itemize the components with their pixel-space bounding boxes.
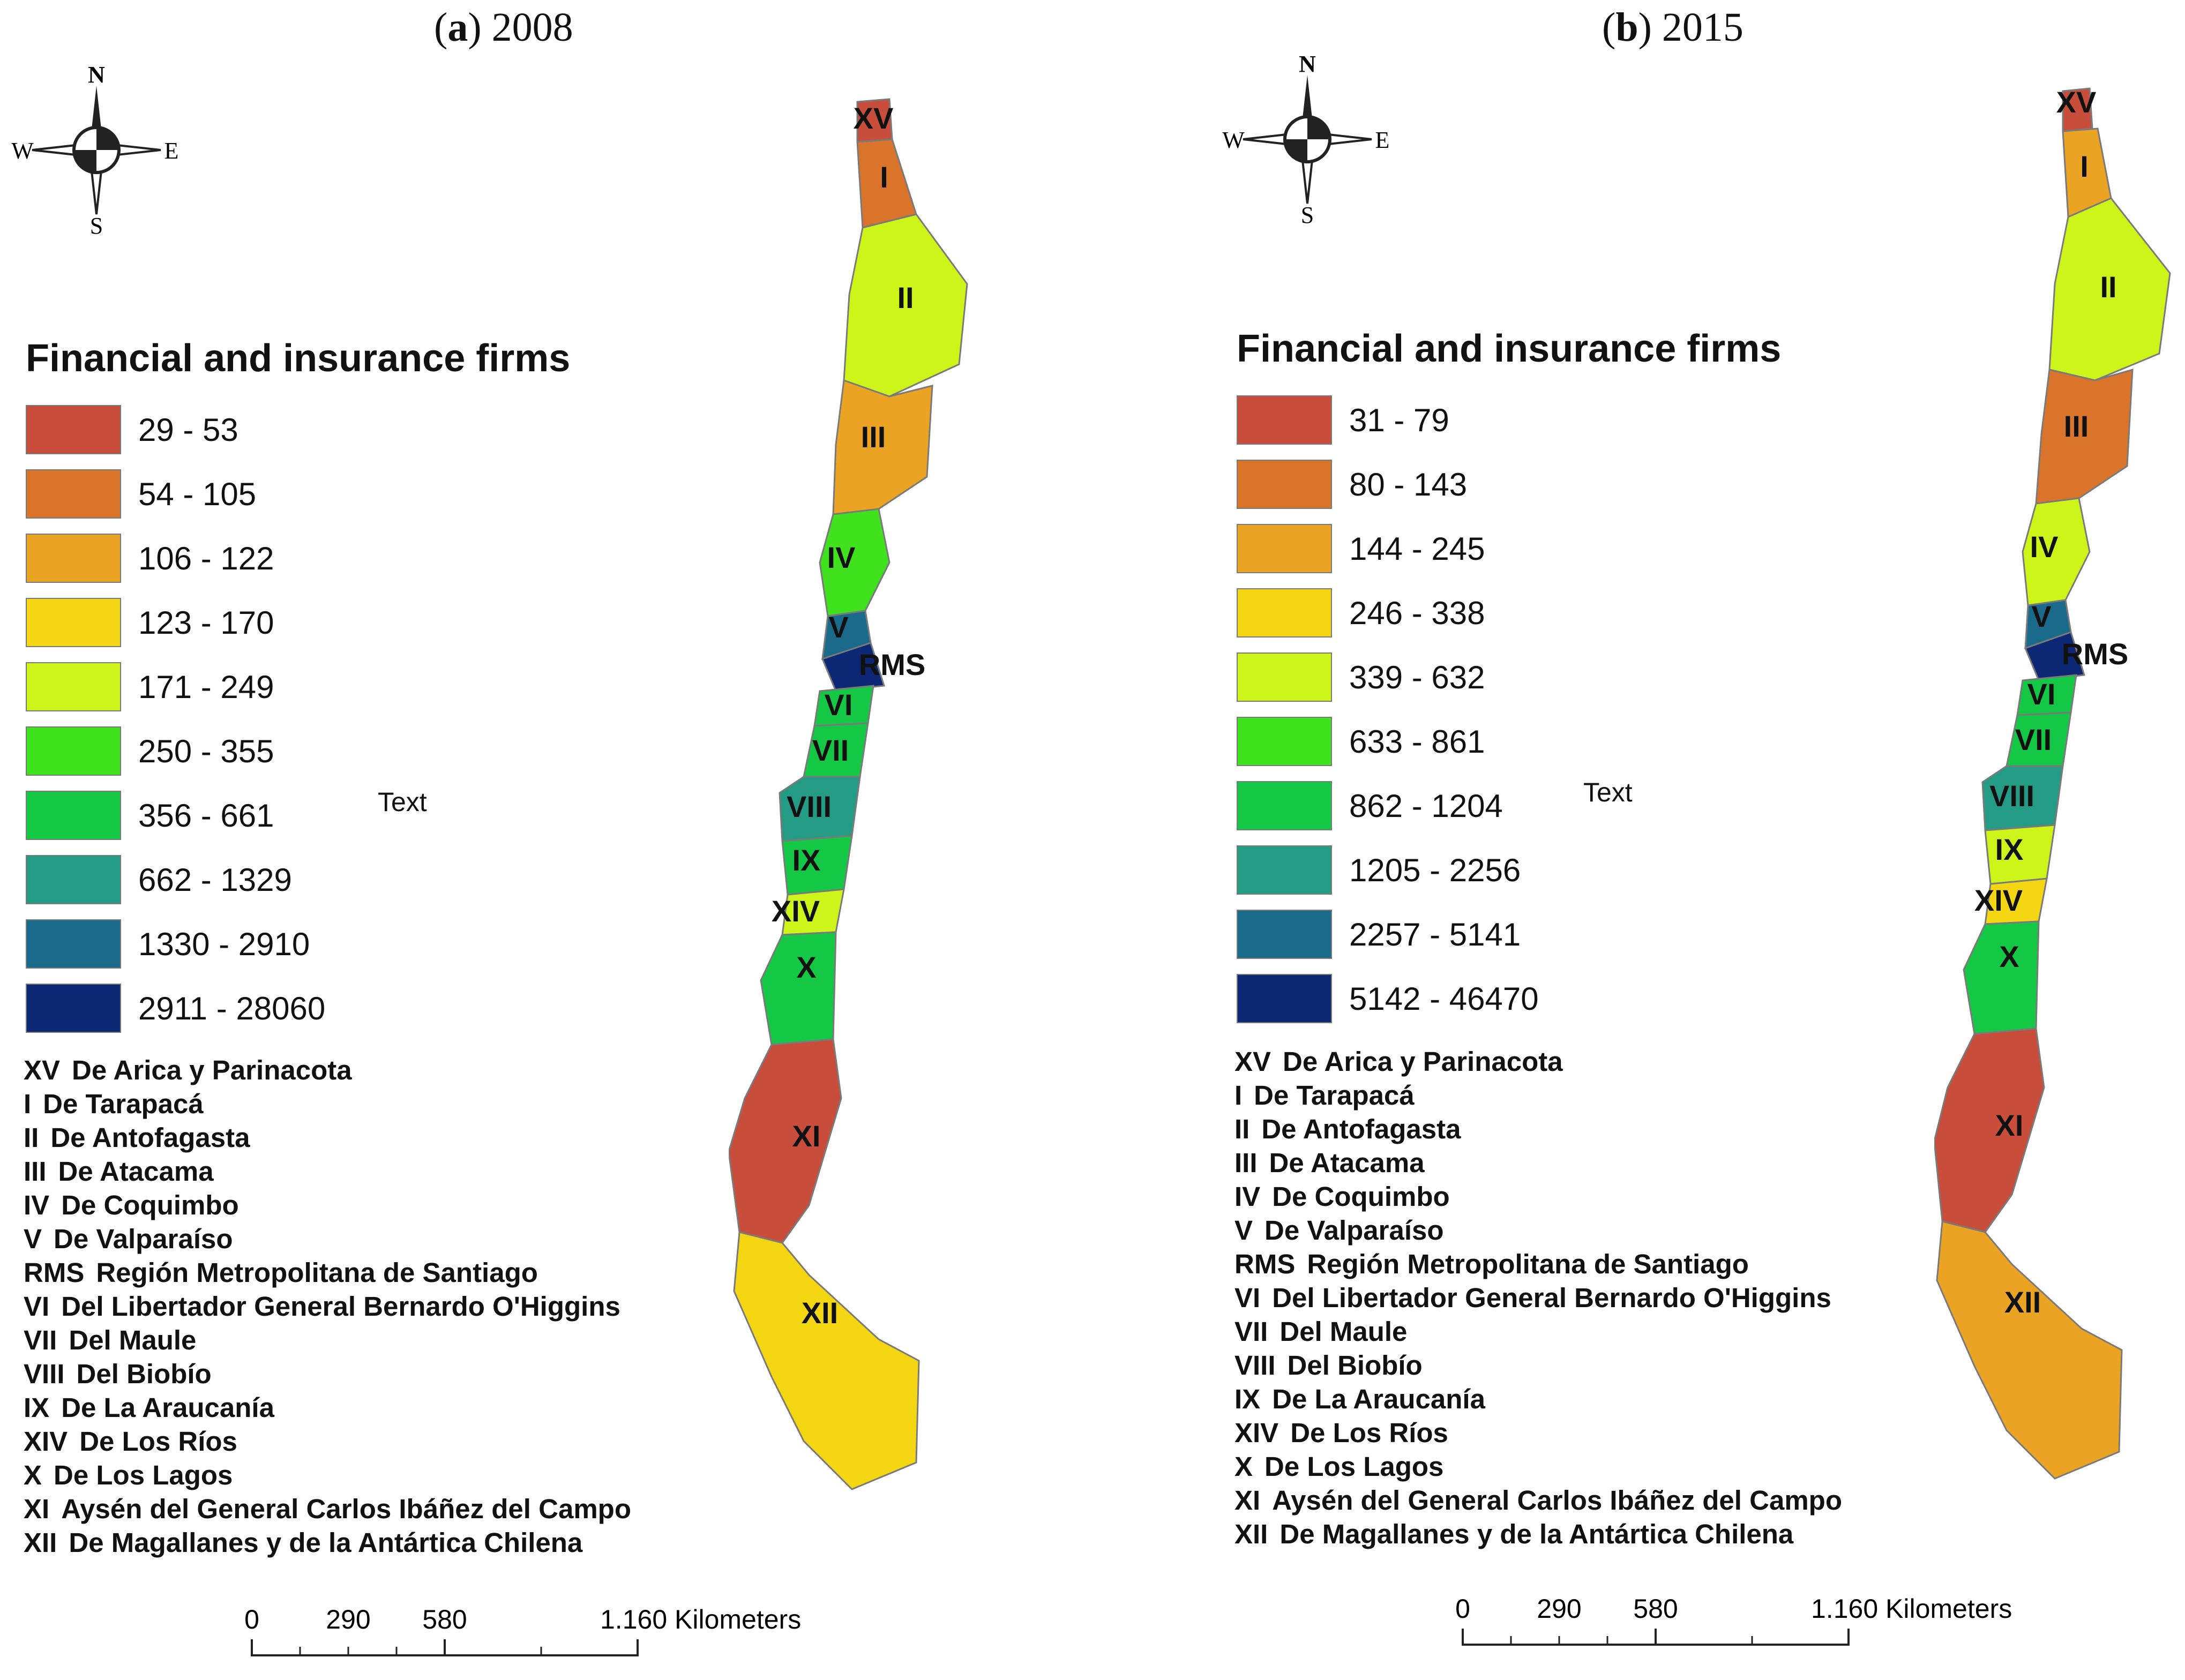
region-code: VIII bbox=[24, 1359, 65, 1389]
region-name: Región Metropolitana de Santiago bbox=[96, 1257, 538, 1288]
legend-item bbox=[1237, 645, 1539, 709]
region-code: III bbox=[1234, 1148, 1258, 1178]
region-code: III bbox=[24, 1156, 47, 1187]
region-code: VIII bbox=[1234, 1350, 1276, 1381]
legend-title: Financial and insurance firms bbox=[26, 337, 571, 380]
scale-tick-580: 580 bbox=[422, 1604, 467, 1634]
legend-range: 144 - 245 bbox=[1349, 530, 1485, 567]
compass-rose-icon bbox=[11, 64, 182, 236]
region-key-row bbox=[24, 1087, 631, 1121]
legend-item bbox=[1237, 774, 1539, 838]
legend-item bbox=[1237, 388, 1539, 452]
scale-tick-290: 290 bbox=[326, 1604, 371, 1634]
legend-item bbox=[26, 719, 325, 783]
compass-n: N bbox=[88, 64, 105, 88]
map-label-v: V bbox=[2031, 599, 2052, 633]
map-label-vii: VII bbox=[2015, 723, 2052, 756]
panel-letter: a bbox=[447, 5, 468, 50]
scale-bar bbox=[236, 1602, 857, 1666]
legend-range: 29 - 53 bbox=[138, 411, 238, 448]
region-name: De Los Ríos bbox=[79, 1426, 237, 1457]
region-name: De Tarapacá bbox=[1254, 1080, 1415, 1111]
region-code: X bbox=[24, 1460, 42, 1490]
region-key bbox=[24, 1053, 631, 1559]
map-label-iii: III bbox=[2063, 409, 2089, 443]
map-label-xi: XI bbox=[1995, 1108, 2024, 1142]
region-name: Del Biobío bbox=[1287, 1350, 1423, 1381]
legend-item bbox=[26, 848, 325, 912]
legend-item bbox=[26, 526, 325, 590]
map-label-xv: XV bbox=[853, 101, 894, 135]
region-key-row bbox=[24, 1053, 631, 1087]
legend-range: 171 - 249 bbox=[138, 669, 274, 705]
region-key-row bbox=[1234, 1348, 1842, 1382]
panel-title: (a) 2008 bbox=[434, 5, 573, 50]
region-key-row bbox=[24, 1289, 631, 1323]
region-name: De Valparaíso bbox=[1264, 1215, 1444, 1246]
legend-swatch bbox=[26, 469, 121, 519]
region-code: X bbox=[1234, 1451, 1253, 1482]
legend-swatch bbox=[26, 598, 121, 647]
legend-item bbox=[1237, 581, 1539, 645]
compass-s: S bbox=[89, 213, 103, 236]
scale-tick-1160: 1.160 Kilometers bbox=[1811, 1594, 2012, 1624]
legend-swatch bbox=[1237, 717, 1332, 766]
map-label-vii: VII bbox=[812, 733, 849, 767]
region-name: Aysén del General Carlos Ibáñez del Campo bbox=[61, 1494, 631, 1524]
scale-tick-1160: 1.160 Kilometers bbox=[600, 1604, 802, 1634]
region-code: II bbox=[24, 1122, 39, 1153]
legend-item bbox=[1237, 966, 1539, 1031]
legend-swatch bbox=[26, 726, 121, 776]
scale-tick-0: 0 bbox=[244, 1604, 259, 1634]
legend-swatch bbox=[1237, 910, 1332, 959]
region-key-row bbox=[1234, 1281, 1842, 1315]
legend-range: 2911 - 28060 bbox=[138, 990, 326, 1026]
region-shape-xii bbox=[1937, 1221, 2122, 1479]
region-key-row bbox=[1234, 1146, 1842, 1180]
region-name: Del Libertador General Bernardo O'Higgins bbox=[61, 1291, 620, 1322]
region-key-row bbox=[24, 1222, 631, 1256]
scale-tick-290: 290 bbox=[1537, 1594, 1582, 1624]
region-name: De Arica y Parinacota bbox=[1283, 1046, 1563, 1077]
region-name: De La Araucanía bbox=[1272, 1384, 1485, 1414]
legend-item bbox=[26, 462, 325, 526]
legend-item bbox=[1237, 452, 1539, 516]
region-name: De Valparaíso bbox=[54, 1224, 233, 1254]
legend bbox=[26, 398, 325, 1040]
map-label-viii: VIII bbox=[1989, 779, 2035, 813]
region-name: De Magallanes y de la Antártica Chilena bbox=[69, 1527, 583, 1558]
region-code: RMS bbox=[24, 1257, 85, 1288]
region-key-row bbox=[24, 1188, 631, 1222]
map-panel-2015 bbox=[1211, 0, 2185, 1680]
placeholder-text: Text bbox=[1583, 777, 1633, 807]
region-code: I bbox=[24, 1089, 32, 1119]
scale-bar bbox=[1447, 1591, 2068, 1655]
panel-year: 2015 bbox=[1651, 5, 1743, 50]
map-label-ix: IX bbox=[1995, 832, 2024, 866]
region-name: De Atacama bbox=[58, 1156, 214, 1187]
legend-swatch bbox=[26, 855, 121, 904]
legend-range: 5142 - 46470 bbox=[1349, 980, 1539, 1017]
region-key-row bbox=[24, 1121, 631, 1154]
region-name: De Coquimbo bbox=[61, 1190, 239, 1220]
scale-tick-0: 0 bbox=[1455, 1594, 1470, 1624]
legend-range: 106 - 122 bbox=[138, 540, 274, 576]
compass-w: W bbox=[1222, 127, 1245, 153]
legend-range: 356 - 661 bbox=[138, 797, 274, 834]
region-shape-x bbox=[1964, 921, 2039, 1034]
region-key-row bbox=[1234, 1180, 1842, 1213]
region-key-row bbox=[1234, 1450, 1842, 1483]
region-key-row bbox=[1234, 1416, 1842, 1450]
region-code: IX bbox=[1234, 1384, 1261, 1414]
region-key-row bbox=[24, 1357, 631, 1391]
compass-rose-icon bbox=[1222, 54, 1393, 225]
map-label-x: X bbox=[1999, 940, 2019, 973]
region-code: XV bbox=[1234, 1046, 1271, 1077]
region-key-row bbox=[1234, 1112, 1842, 1146]
legend-title: Financial and insurance firms bbox=[1237, 327, 1782, 370]
region-code: VII bbox=[1234, 1316, 1268, 1347]
legend-range: 123 - 170 bbox=[138, 604, 274, 641]
region-code: IV bbox=[1234, 1181, 1261, 1212]
legend-swatch bbox=[1237, 974, 1332, 1023]
map-panel-2008 bbox=[0, 0, 1092, 1680]
legend-range: 862 - 1204 bbox=[1349, 788, 1503, 824]
region-name: Aysén del General Carlos Ibáñez del Campo bbox=[1272, 1485, 1842, 1516]
map-label-iv: IV bbox=[827, 541, 856, 574]
legend-item bbox=[1237, 838, 1539, 902]
region-key-row bbox=[24, 1458, 631, 1492]
map-label-ii: II bbox=[897, 281, 914, 314]
map-label-rms: RMS bbox=[2061, 637, 2129, 671]
scale-tick-580: 580 bbox=[1633, 1594, 1678, 1624]
legend-swatch bbox=[26, 791, 121, 840]
region-code: XII bbox=[24, 1527, 57, 1558]
map-label-i: I bbox=[2080, 149, 2089, 183]
region-code: II bbox=[1234, 1114, 1250, 1144]
region-key-row bbox=[24, 1424, 631, 1458]
region-key-row bbox=[1234, 1078, 1842, 1112]
map-label-vi: VI bbox=[2027, 677, 2056, 711]
region-code: XII bbox=[1234, 1519, 1268, 1549]
region-code: V bbox=[24, 1224, 42, 1254]
region-name: Del Maule bbox=[69, 1325, 197, 1355]
legend-swatch bbox=[26, 405, 121, 454]
map-label-ii: II bbox=[2100, 270, 2117, 304]
compass-n: N bbox=[1299, 54, 1316, 77]
legend-range: 1205 - 2256 bbox=[1349, 852, 1521, 888]
region-key bbox=[1234, 1045, 1842, 1551]
panel-title: (b) 2015 bbox=[1602, 5, 1743, 50]
chile-region-map bbox=[1934, 70, 2185, 1495]
region-code: VI bbox=[1234, 1282, 1261, 1313]
region-shape-x bbox=[761, 932, 836, 1045]
legend-item bbox=[26, 976, 325, 1040]
region-key-row bbox=[1234, 1247, 1842, 1281]
legend-swatch bbox=[1237, 652, 1332, 702]
legend-swatch bbox=[1237, 781, 1332, 830]
region-key-row bbox=[24, 1323, 631, 1357]
region-key-row bbox=[24, 1492, 631, 1526]
region-name: Del Maule bbox=[1279, 1316, 1408, 1347]
legend-swatch bbox=[1237, 524, 1332, 573]
region-name: Región Metropolitana de Santiago bbox=[1307, 1249, 1749, 1279]
compass-e: E bbox=[164, 138, 179, 164]
region-key-row bbox=[1234, 1517, 1842, 1551]
region-code: XI bbox=[1234, 1485, 1261, 1516]
region-name: De Tarapacá bbox=[43, 1089, 204, 1119]
map-label-xiv: XIV bbox=[771, 894, 820, 928]
region-name: De Antofagasta bbox=[50, 1122, 250, 1153]
region-shape-xi bbox=[729, 1039, 841, 1243]
region-code: IV bbox=[24, 1190, 50, 1220]
region-name: De Coquimbo bbox=[1272, 1181, 1450, 1212]
compass-s: S bbox=[1300, 202, 1314, 225]
legend-range: 339 - 632 bbox=[1349, 659, 1485, 695]
legend-item bbox=[26, 590, 325, 655]
legend-item bbox=[1237, 709, 1539, 774]
region-name: De Antofagasta bbox=[1261, 1114, 1461, 1144]
map-label-iv: IV bbox=[2030, 530, 2059, 564]
panel-letter: b bbox=[1615, 5, 1638, 50]
map-label-xii: XII bbox=[801, 1296, 839, 1330]
region-key-row bbox=[24, 1256, 631, 1289]
region-name: Del Biobío bbox=[76, 1359, 212, 1389]
region-shape-xi bbox=[1934, 1029, 2044, 1232]
region-shape-xii bbox=[734, 1232, 919, 1489]
map-label-iii: III bbox=[860, 420, 886, 454]
map-label-v: V bbox=[828, 610, 849, 644]
map-label-rms: RMS bbox=[858, 648, 926, 681]
region-code: XIV bbox=[1234, 1418, 1279, 1448]
map-label-viii: VIII bbox=[786, 790, 832, 823]
legend-range: 31 - 79 bbox=[1349, 402, 1449, 438]
region-key-row bbox=[1234, 1315, 1842, 1348]
legend-item bbox=[26, 398, 325, 462]
region-code: IX bbox=[24, 1392, 50, 1423]
region-name: De La Araucanía bbox=[61, 1392, 274, 1423]
compass-e: E bbox=[1375, 127, 1390, 153]
legend-item bbox=[26, 655, 325, 719]
legend-swatch bbox=[26, 984, 121, 1033]
region-name: De Los Lagos bbox=[54, 1460, 233, 1490]
legend-range: 1330 - 2910 bbox=[138, 926, 310, 962]
panel-year: 2008 bbox=[481, 5, 573, 50]
legend-swatch bbox=[1237, 395, 1332, 445]
legend-range: 662 - 1329 bbox=[138, 861, 292, 898]
map-label-xiv: XIV bbox=[1974, 883, 2023, 917]
region-name: De Los Lagos bbox=[1264, 1451, 1444, 1482]
region-code: VI bbox=[24, 1291, 50, 1322]
region-code: XI bbox=[24, 1494, 50, 1524]
region-name: Del Libertador General Bernardo O'Higgins bbox=[1272, 1282, 1831, 1313]
placeholder-text: Text bbox=[378, 787, 427, 817]
legend-range: 2257 - 5141 bbox=[1349, 916, 1521, 952]
chile-region-map bbox=[729, 80, 1007, 1505]
legend-range: 80 - 143 bbox=[1349, 466, 1468, 502]
map-label-vi: VI bbox=[824, 688, 853, 722]
legend-swatch bbox=[1237, 845, 1332, 895]
region-code: XIV bbox=[24, 1426, 68, 1457]
legend-swatch bbox=[26, 919, 121, 969]
region-name: De Los Ríos bbox=[1290, 1418, 1448, 1448]
legend-item bbox=[26, 783, 325, 848]
legend-item bbox=[26, 912, 325, 976]
region-key-row bbox=[24, 1154, 631, 1188]
region-key-row bbox=[24, 1391, 631, 1424]
region-code: I bbox=[1234, 1080, 1243, 1111]
region-name: De Magallanes y de la Antártica Chilena bbox=[1279, 1519, 1794, 1549]
region-key-row bbox=[1234, 1213, 1842, 1247]
region-key-row bbox=[1234, 1382, 1842, 1416]
region-key-row bbox=[1234, 1483, 1842, 1517]
map-label-xii: XII bbox=[2004, 1285, 2041, 1319]
legend-swatch bbox=[26, 662, 121, 711]
legend bbox=[1237, 388, 1539, 1031]
region-key-row bbox=[1234, 1045, 1842, 1078]
region-code: XV bbox=[24, 1055, 61, 1085]
legend-range: 54 - 105 bbox=[138, 476, 257, 512]
map-label-xi: XI bbox=[792, 1119, 821, 1153]
legend-range: 633 - 861 bbox=[1349, 723, 1485, 760]
region-code: RMS bbox=[1234, 1249, 1296, 1279]
region-code: VII bbox=[24, 1325, 57, 1355]
legend-swatch bbox=[1237, 588, 1332, 638]
legend-swatch bbox=[26, 534, 121, 583]
legend-range: 250 - 355 bbox=[138, 733, 274, 769]
map-label-ix: IX bbox=[792, 843, 821, 877]
legend-range: 246 - 338 bbox=[1349, 595, 1485, 631]
region-name: De Atacama bbox=[1269, 1148, 1425, 1178]
region-key-row bbox=[24, 1526, 631, 1559]
map-label-xv: XV bbox=[2056, 85, 2097, 119]
legend-swatch bbox=[1237, 460, 1332, 509]
map-label-i: I bbox=[880, 160, 888, 194]
region-name: De Arica y Parinacota bbox=[72, 1055, 352, 1085]
map-label-x: X bbox=[796, 950, 817, 984]
compass-w: W bbox=[11, 138, 34, 164]
region-code: V bbox=[1234, 1215, 1253, 1246]
legend-item bbox=[1237, 516, 1539, 581]
legend-item bbox=[1237, 902, 1539, 966]
